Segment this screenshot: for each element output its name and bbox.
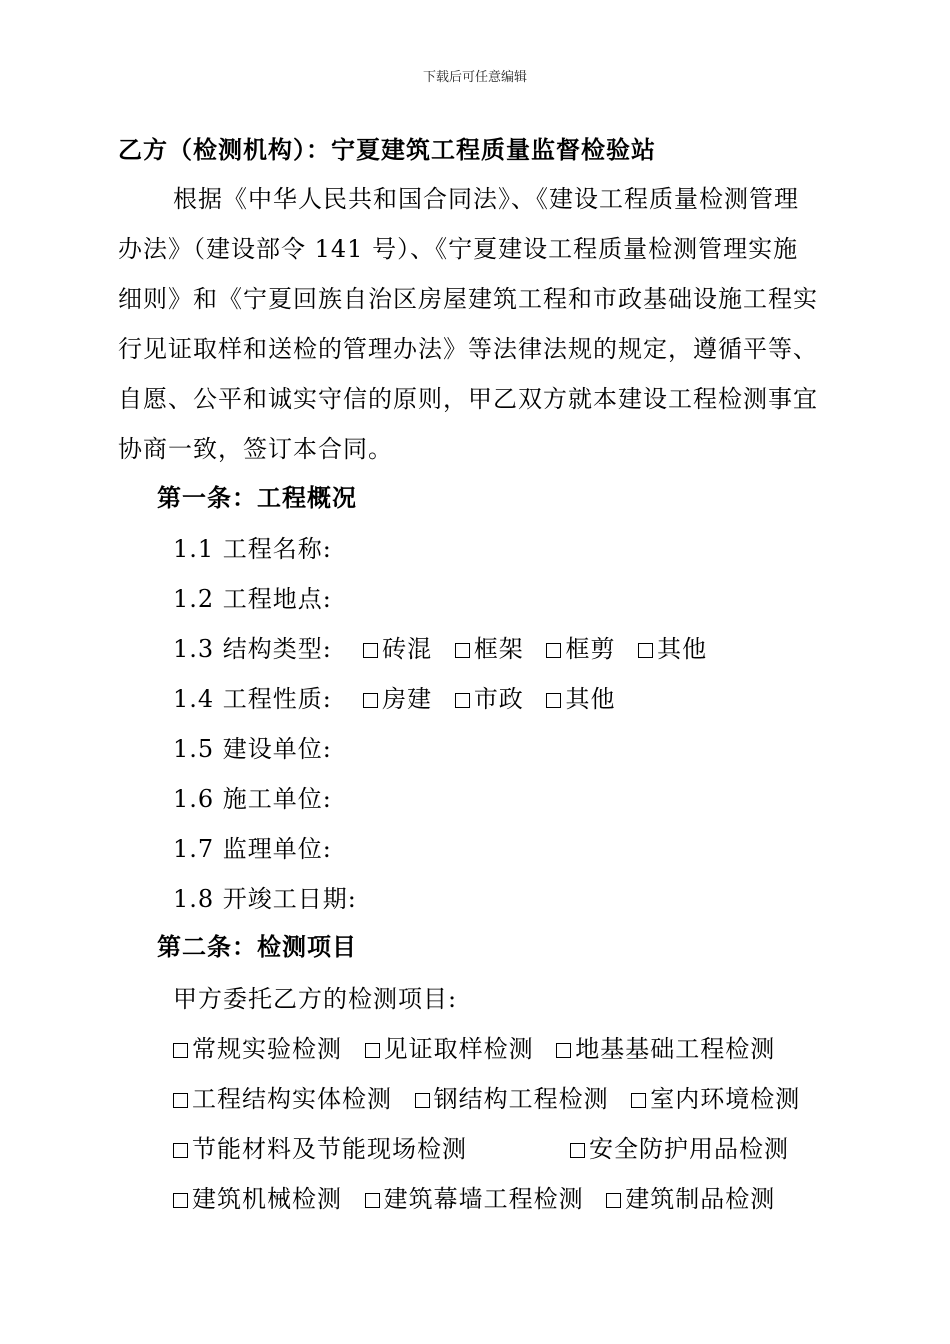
- checkbox[interactable]: [365, 1043, 380, 1058]
- checkbox[interactable]: [546, 643, 561, 658]
- test-item[interactable]: 地基基础工程检测: [556, 1034, 775, 1064]
- test-item[interactable]: 工程结构实体检测: [173, 1084, 392, 1114]
- header-note: 下载后可任意编辑: [422, 70, 527, 85]
- project-location-label: 1.2 工程地点:: [173, 585, 332, 613]
- intro-line-1: 根据《中华人民共和国合同法》、《建设工程质量检测管理: [173, 185, 799, 213]
- intro-line-5: 自愿、公平和诚实守信的原则，甲乙双方就本建设工程检测事宜: [118, 385, 818, 413]
- structure-option-frame[interactable]: 框架: [455, 634, 524, 664]
- article1-heading: 第一条：工程概况: [157, 483, 357, 512]
- test-item[interactable]: 建筑幕墙工程检测: [365, 1184, 584, 1214]
- builder-unit-label: 1.6 施工单位:: [173, 785, 332, 813]
- test-item[interactable]: 节能材料及节能现场检测: [173, 1134, 467, 1164]
- project-nature-label: 1.4 工程性质:: [173, 685, 332, 713]
- article2-intro: 甲方委托乙方的检测项目:: [173, 985, 458, 1013]
- checkbox[interactable]: [631, 1093, 646, 1108]
- intro-line-2: 办法》（建设部令 141 号）、《宁夏建设工程质量检测管理实施: [118, 235, 799, 263]
- structure-option-other[interactable]: 其他: [638, 634, 707, 664]
- article2-heading: 第二条：检测项目: [157, 932, 357, 961]
- checkbox[interactable]: [415, 1093, 430, 1108]
- project-dates-label: 1.8 开竣工日期:: [173, 885, 357, 913]
- checkbox[interactable]: [546, 693, 561, 708]
- project-nature-row: [173, 684, 629, 714]
- test-item[interactable]: 常规实验检测: [173, 1034, 342, 1064]
- checkbox[interactable]: [173, 1043, 188, 1058]
- checkbox[interactable]: [173, 1093, 188, 1108]
- test-item[interactable]: 建筑制品检测: [606, 1184, 775, 1214]
- nature-option-housing[interactable]: 房建: [363, 684, 432, 714]
- intro-line-3: 细则》和《宁夏回族自治区房屋建筑工程和市政基础设施工程实: [118, 285, 818, 313]
- intro-line-4: 行见证取样和送检的管理办法》等法律法规的规定，遵循平等、: [118, 335, 818, 363]
- checkbox[interactable]: [570, 1143, 585, 1158]
- test-item[interactable]: 见证取样检测: [365, 1034, 534, 1064]
- test-item[interactable]: 室内环境检测: [631, 1084, 800, 1114]
- supervisor-unit-label: 1.7 监理单位:: [173, 835, 332, 863]
- construction-unit-label: 1.5 建设单位:: [173, 735, 332, 763]
- checkbox[interactable]: [455, 643, 470, 658]
- checkbox[interactable]: [363, 643, 378, 658]
- nature-option-municipal[interactable]: 市政: [455, 684, 524, 714]
- project-name-label: 1.1 工程名称:: [173, 535, 332, 563]
- checkbox[interactable]: [606, 1193, 621, 1208]
- test-item[interactable]: 建筑机械检测: [173, 1184, 342, 1214]
- structure-type-row: [173, 634, 721, 664]
- test-items-row-3-right: [570, 1134, 803, 1164]
- structure-option-brick[interactable]: 砖混: [363, 634, 432, 664]
- checkbox[interactable]: [363, 693, 378, 708]
- test-item[interactable]: 安全防护用品检测: [570, 1134, 789, 1164]
- intro-line-6: 协商一致，签订本合同。: [118, 435, 393, 463]
- structure-option-frame-shear[interactable]: 框剪: [546, 634, 615, 664]
- test-items-row-1: [173, 1034, 789, 1064]
- structure-type-label: 1.3 结构类型:: [173, 635, 332, 663]
- test-items-row-2: [173, 1084, 814, 1114]
- test-items-row-4: [173, 1184, 789, 1214]
- checkbox[interactable]: [173, 1143, 188, 1158]
- checkbox[interactable]: [556, 1043, 571, 1058]
- nature-option-other[interactable]: 其他: [546, 684, 615, 714]
- checkbox[interactable]: [638, 643, 653, 658]
- test-item[interactable]: 钢结构工程检测: [415, 1084, 609, 1114]
- checkbox[interactable]: [365, 1193, 380, 1208]
- checkbox[interactable]: [173, 1193, 188, 1208]
- test-items-row-3: [173, 1134, 481, 1164]
- checkbox[interactable]: [455, 693, 470, 708]
- party-b-line: 乙方（检测机构）：宁夏建筑工程质量监督检验站: [118, 135, 656, 164]
